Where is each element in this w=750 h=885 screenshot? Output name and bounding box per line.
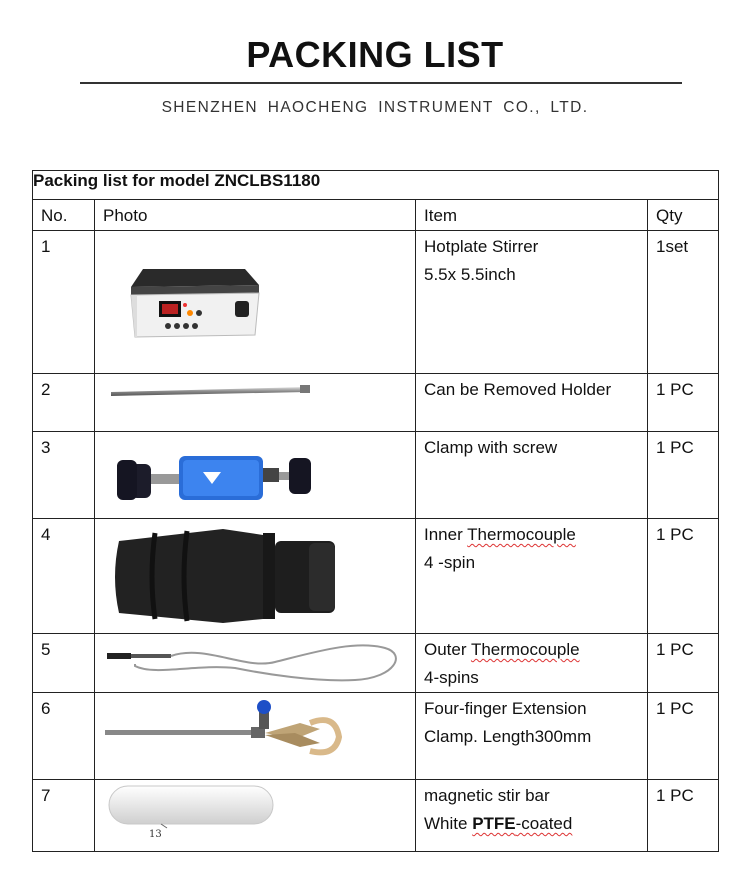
row-qty: 1 PC <box>656 640 694 659</box>
item-name: Hotplate Stirrer 5.5x 5.5inch <box>424 237 539 284</box>
hotplate-stirrer-photo <box>95 231 416 374</box>
item-name: Clamp with screw <box>424 438 558 457</box>
table-row <box>33 374 719 432</box>
col-header-qty: Qty <box>656 206 683 225</box>
holder-rod-photo <box>95 374 416 432</box>
stir-bar-photo <box>95 780 416 852</box>
title-divider <box>80 82 682 84</box>
row-qty: 1set <box>656 237 689 256</box>
company-name: SHENZHEN HAOCHENG INSTRUMENT CO., LTD. <box>161 99 589 116</box>
table-caption: Packing list for model ZNCLBS1180 <box>33 171 719 200</box>
stir-bar-label: 13 <box>149 829 162 840</box>
outer-thermocouple-photo <box>95 634 416 693</box>
table-row <box>33 231 719 374</box>
item-name: magnetic stir bar White PTFE-coated <box>424 786 573 833</box>
row-qty: 1 PC <box>656 525 694 544</box>
row-qty: 1 PC <box>656 699 694 718</box>
item-name: Can be Removed Holder <box>424 380 612 399</box>
clamp-photo <box>95 432 416 519</box>
row-no: 2 <box>41 380 51 399</box>
table-row <box>33 432 719 519</box>
item-name: Outer Thermocouple 4-spins <box>424 640 580 687</box>
table-caption-row <box>33 171 719 200</box>
table-row <box>33 634 719 693</box>
page-title: PACKING LIST <box>246 34 504 75</box>
table-row <box>33 780 719 852</box>
row-no: 3 <box>41 438 51 457</box>
row-no: 1 <box>41 237 51 256</box>
col-header-photo: Photo <box>103 206 148 225</box>
row-qty: 1 PC <box>656 438 694 457</box>
table-row <box>33 519 719 634</box>
row-qty: 1 PC <box>656 380 694 399</box>
item-name: Inner Thermocouple 4 -spin <box>424 525 576 572</box>
table-row <box>33 693 719 780</box>
row-no: 5 <box>41 640 51 659</box>
extension-clamp-photo <box>95 693 416 780</box>
row-no: 6 <box>41 699 51 718</box>
item-name: Four-finger Extension Clamp. Length300mm <box>424 699 592 746</box>
row-no: 4 <box>41 525 51 544</box>
row-qty: 1 PC <box>656 786 694 805</box>
col-header-item: Item <box>424 206 458 225</box>
table-header-row <box>33 200 719 231</box>
packing-list-table <box>32 170 719 852</box>
col-header-no: No. <box>41 206 68 225</box>
inner-thermocouple-photo <box>95 519 416 634</box>
row-no: 7 <box>41 786 51 805</box>
